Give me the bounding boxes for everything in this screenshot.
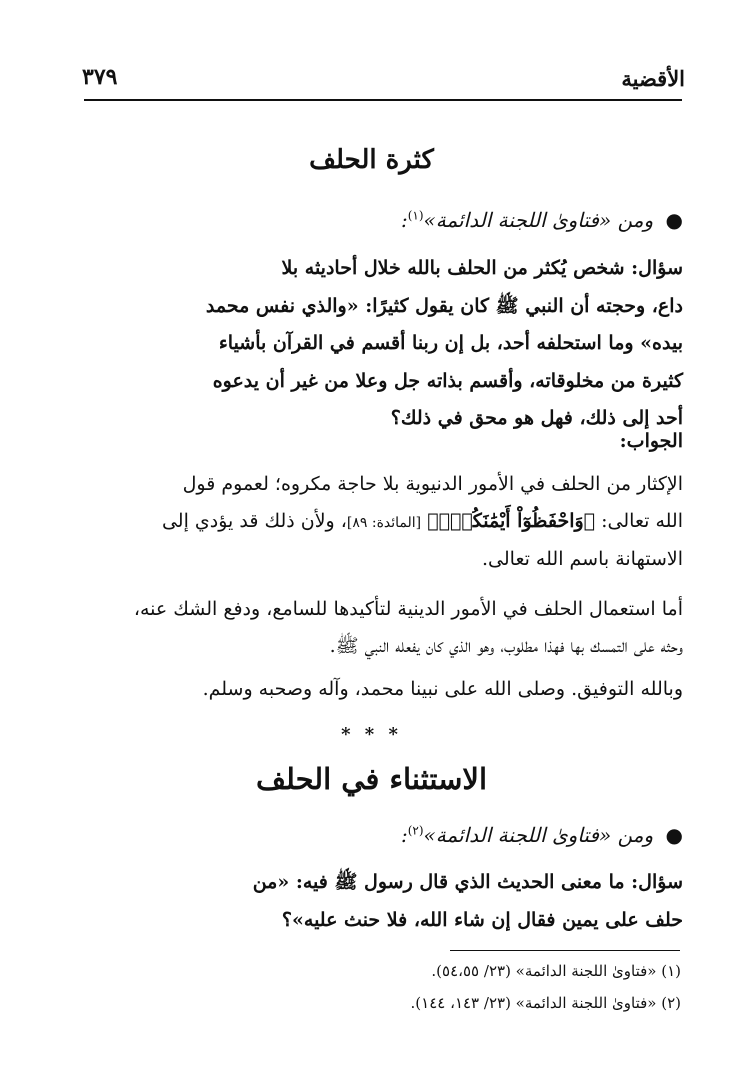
question-block bbox=[58, 864, 683, 939]
running-header-chapter: الأقضية bbox=[621, 66, 685, 91]
footnote: (١) «فتاوىٰ اللجنة الدائمة» (٢٣/ ٥٤،٥٥). bbox=[431, 962, 681, 980]
answer-text: ، ولأن ذلك قد يؤدي إلى bbox=[161, 509, 347, 532]
source-prefix: ومن bbox=[617, 208, 654, 232]
bullet-icon: ● bbox=[665, 823, 683, 847]
section-title: كثرة الحلف bbox=[309, 145, 434, 175]
question-line: حلف على يمين فقال إن شاء الله، فلا حنث عليه»؟ bbox=[281, 908, 683, 931]
fatwa-source-line bbox=[401, 823, 683, 847]
page-number: ٣٧٩ bbox=[82, 64, 118, 90]
question-line: أحد إلى ذلك، فهل هو محق في ذلك؟ bbox=[390, 407, 683, 429]
question-line: سؤال: ما معنى الحديث الذي قال رسول ﷺ فيه: «من bbox=[252, 871, 683, 893]
section-title: الاستثناء في الحلف bbox=[255, 762, 488, 796]
source-name: «فتاوىٰ اللجنة الدائمة» bbox=[423, 823, 612, 847]
question-line: داع، وحجته أن النبي ﷺ كان يقول كثيرًا: «والذي نفس محمد bbox=[205, 294, 683, 317]
closing-line: وبالله التوفيق. وصلى الله على نبينا محمد، وآله وصحبه وسلم. bbox=[202, 678, 683, 700]
answer-line bbox=[60, 503, 683, 542]
answer-paragraph bbox=[60, 466, 683, 578]
footnote-ref: (٢) bbox=[407, 823, 424, 838]
footnote-divider bbox=[450, 950, 680, 951]
verse-citation: [المائدة: ٨٩] bbox=[346, 514, 422, 531]
source-name: «فتاوىٰ اللجنة الدائمة» bbox=[423, 208, 612, 232]
answer-paragraph bbox=[60, 591, 683, 664]
colon: : bbox=[400, 823, 408, 847]
quran-verse: ﴿وَاحْفَظُوٓاْ أَيْمَٰنَكُمْۚ﴾ bbox=[427, 509, 596, 532]
footnote: (٢) «فتاوىٰ اللجنة الدائمة» (٢٣/ ١٤٣، ١٤٤). bbox=[410, 994, 681, 1012]
source-prefix: ومن bbox=[617, 823, 654, 847]
section-separator: * * * bbox=[341, 724, 402, 745]
answer-line: أما استعمال الحلف في الأمور الدينية لتأكيدها للسامع، ودفع الشك عنه، bbox=[133, 598, 683, 620]
fatwa-source-line bbox=[401, 208, 683, 232]
question-line: كثيرة من مخلوقاته، وأقسم بذاته جل وعلا من غير أن يدعوه bbox=[212, 369, 683, 392]
question-line: سؤال: شخص يُكثر من الحلف بالله خلال أحاديثه بلا bbox=[281, 257, 683, 279]
answer-label: الجواب: bbox=[619, 430, 683, 452]
colon: : bbox=[400, 208, 408, 232]
question-line: بيده» وما استحلفه أحد، بل إن ربنا أقسم في القرآن بأشياء bbox=[218, 332, 683, 354]
answer-line: وحثه على التمسك بها فهذا مطلوب، وهو الذي كان يفعله النبي ﷺ. bbox=[329, 634, 683, 657]
header-divider bbox=[84, 99, 682, 101]
footnote-ref: (١) bbox=[407, 208, 424, 223]
bullet-icon: ● bbox=[665, 208, 683, 232]
answer-line: الاستهانة باسم الله تعالى. bbox=[481, 548, 683, 570]
answer-text: الله تعالى: bbox=[601, 509, 683, 532]
answer-line: الإكثار من الحلف في الأمور الدنيوية بلا حاجة مكروه؛ لعموم قول bbox=[182, 473, 683, 495]
question-block bbox=[58, 250, 683, 438]
